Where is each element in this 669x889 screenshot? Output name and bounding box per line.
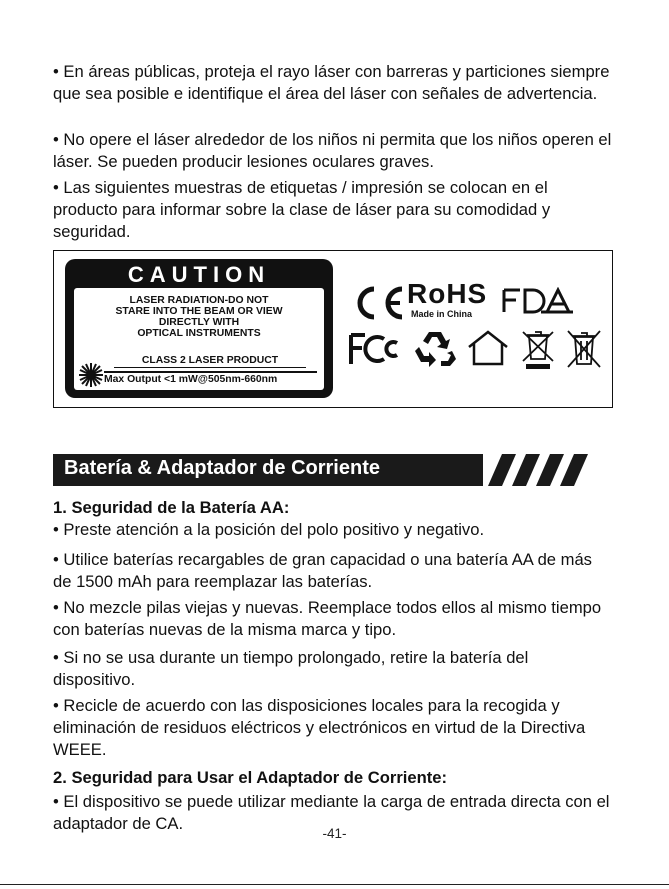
- battery-item-1: • Preste atención a la posición del polo positivo y negativo.: [53, 520, 485, 539]
- indoor-use-icon: [465, 329, 511, 367]
- ce-mark-icon: [348, 285, 408, 321]
- fcc-mark-icon: [348, 331, 402, 367]
- adapter-heading: 2. Seguridad para Usar el Adaptador de Corriente:: [53, 768, 448, 787]
- rohs-text: RoHS: [407, 278, 488, 309]
- intro-paragraph-1: • En áreas públicas, proteja el rayo láser con barreras y particiones siempre que sea posible e identifique el área del láser con señales de advertencia.: [53, 62, 610, 103]
- laser-class-text: CLASS 2 LASER PRODUCT: [114, 355, 306, 368]
- header-slashes-decoration: [488, 454, 592, 486]
- caution-line-1: LASER RADIATION-DO NOT: [129, 295, 269, 306]
- max-output-text: Max Output <1 mW@505nm-660nm: [104, 374, 278, 385]
- battery-item-4: • Si no se usa durante un tiempo prolongado, retire la batería del dispositivo.: [53, 648, 529, 689]
- bottom-rule: [0, 884, 669, 885]
- intro-paragraph-2: • No opere el láser alrededor de los niños ni permita que los niños operen el láser. Se pueden producir lesiones oculares graves.: [53, 130, 612, 171]
- battery-heading: 1. Seguridad de la Batería AA:: [53, 498, 290, 517]
- caution-line-4: OPTICAL INSTRUMENTS: [137, 328, 261, 339]
- made-in-china-text: Made in China: [411, 309, 473, 319]
- section-header-bar: [53, 454, 483, 486]
- battery-item-2: • Utilice baterías recargables de gran capacidad o una batería AA de más de 1500 mAh para reemplazar las baterías.: [53, 550, 592, 591]
- rohs-mark-icon: [407, 279, 487, 319]
- recycle-icon: [412, 329, 458, 369]
- label-sample-box: [53, 250, 613, 408]
- no-disposal-bin-icon: [564, 328, 604, 370]
- battery-item-3: • No mezcle pilas viejas y nuevas. Reemplace todos ellos al mismo tiempo con baterías nuevas de la misma marca y tipo.: [53, 598, 602, 639]
- caution-line-2: STARE INTO THE BEAM OR VIEW: [115, 306, 283, 317]
- caution-title: CAUTION: [127, 262, 271, 287]
- fda-mark-icon: [501, 287, 575, 315]
- caution-line-3: DIRECTLY WITH: [158, 317, 240, 328]
- page-number: -41-: [322, 826, 347, 841]
- caution-label: [65, 259, 333, 398]
- section-title: Batería & Adaptador de Corriente: [64, 457, 380, 479]
- intro-paragraph-3: • Las siguientes muestras de etiquetas / impresión se colocan en el producto para informar sobre la clase de láser para su comodidad y seguridad.: [53, 178, 551, 241]
- weee-bin-icon: [518, 328, 558, 370]
- caution-label-body: [74, 288, 324, 390]
- adapter-item-1: • El dispositivo se puede utilizar mediante la carga de entrada directa con el adaptador de CA.: [53, 792, 610, 833]
- max-output-rule: [104, 371, 317, 373]
- battery-item-5: • Recicle de acuerdo con las disposiciones locales para la recogida y eliminación de residuos eléctricos y electrónicos en virtud de la Directiva WEEE.: [53, 696, 586, 759]
- laser-starburst-icon: [78, 362, 104, 388]
